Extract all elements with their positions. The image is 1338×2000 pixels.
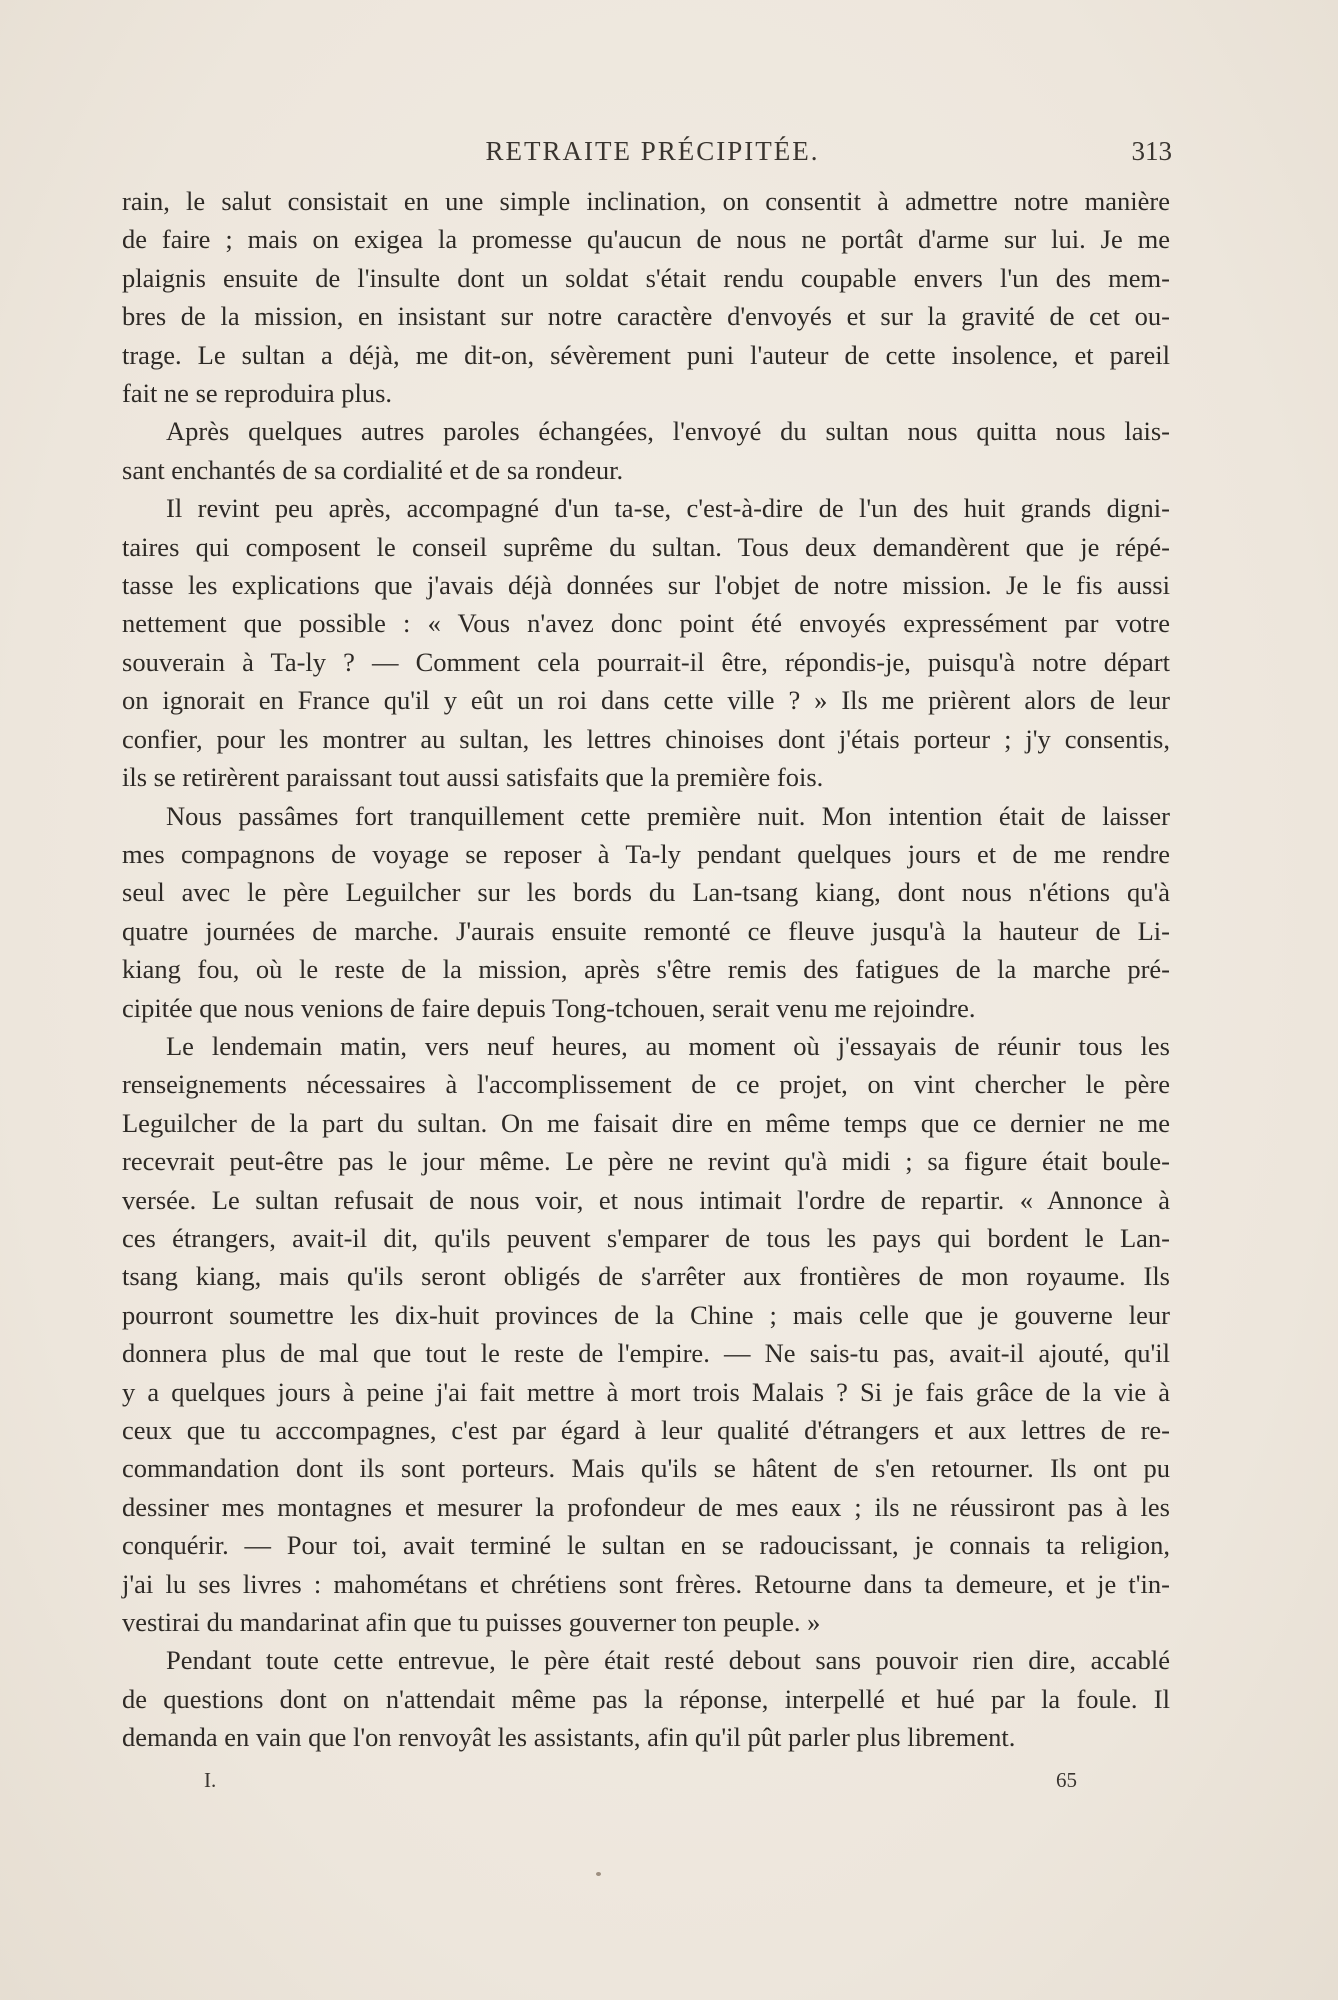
text-line: quatre journées de marche. J'aurais ensuite remonté ce fleuve jusqu'à la hauteur de Li- — [122, 915, 1170, 946]
sheet-number: 65 — [1056, 1768, 1077, 1792]
text-line: ces étrangers, avait-il dit, qu'ils peuvent s'emparer de tous les pays qui bordent le Lan- — [122, 1222, 1170, 1253]
text-line: ceux que tu acccompagnes, c'est par égard à leur qualité d'étrangers et aux lettres de re- — [122, 1415, 1170, 1445]
text-line: mes compagnons de voyage se reposer à Ta-ly pendant quelques jours et de me rendre — [122, 838, 1170, 869]
paragraph — [122, 1641, 1170, 1756]
text-line: Nous passâmes fort tranquillement cette première nuit. Mon intention était de laisser — [166, 800, 1170, 831]
page-number: 313 — [1131, 136, 1172, 166]
text-line: kiang fou, où le reste de la mission, après s'être remis des fatigues de la marche pré- — [122, 954, 1170, 985]
text-line: souverain à Ta-ly ? — Comment cela pourrait-il être, répondis-je, puisqu'à notre départ — [122, 646, 1170, 677]
text-line: on ignorait en France qu'il y eût un roi dans cette ville ? » Ils me prièrent alors de leur — [122, 685, 1170, 716]
paragraph — [122, 182, 1170, 412]
text-line: dessiner mes montagnes et mesurer la profondeur de mes eaux ; ils ne réussiront pas à les — [122, 1491, 1170, 1522]
text-line: de faire ; mais on exigea la promesse qu'aucun de nous ne portât d'arme sur lui. Je me — [122, 224, 1170, 255]
text-line: tsang kiang, mais qu'ils seront obligés de s'arrêter aux frontières de mon royaume. Ils — [122, 1261, 1170, 1292]
text-line: fait ne se reproduira plus. — [122, 378, 393, 409]
text-line: cipitée que nous venions de faire depuis Tong-tchouen, serait venu me rejoindre. — [122, 992, 976, 1023]
text-line: confier, pour les montrer au sultan, les lettres chinoises dont j'étais porteur ; j'y consentis, — [122, 723, 1170, 754]
text-line: Le lendemain matin, vers neuf heures, au moment où j'essayais de réunir tous les — [166, 1030, 1170, 1061]
body-text — [122, 182, 1170, 1757]
paper-speck — [596, 1872, 601, 1876]
text-line: rain, le salut consistait en une simple inclination, on consentit à admettre notre manière — [122, 186, 1170, 216]
text-line: j'ai lu ses livres : mahométans et chrétiens sont frères. Retourne dans ta demeure, et je t'in- — [122, 1568, 1170, 1599]
running-head — [0, 136, 1338, 176]
text-line: taires qui composent le conseil suprême du sultan. Tous deux demandèrent que je répé- — [122, 531, 1170, 562]
text-line: versée. Le sultan refusait de nous voir, et nous intimait l'ordre de repartir. « Annonce à — [122, 1184, 1170, 1215]
text-line: plaignis ensuite de l'insulte dont un soldat s'était rendu coupable envers l'un des mem- — [122, 262, 1170, 293]
text-line: renseignements nécessaires à l'accomplissement de ce projet, on vint chercher le père — [122, 1069, 1170, 1100]
text-line: commandation dont ils sont porteurs. Mais qu'ils se hâtent de s'en retourner. Ils ont pu — [122, 1453, 1170, 1484]
paragraph — [122, 412, 1170, 489]
text-line: ils se retirèrent paraissant tout aussi satisfaits que la première fois. — [122, 762, 824, 793]
text-line: nettement que possible : « Vous n'avez donc point été envoyés expressément par votre — [122, 608, 1170, 639]
text-line: recevrait peut-être pas le jour même. Le père ne revint qu'à midi ; sa figure était boule- — [122, 1146, 1170, 1177]
text-line: de questions dont on n'attendait même pas la réponse, interpellé et hué par la foule. Il — [122, 1683, 1170, 1714]
text-line: conquérir. — Pour toi, avait terminé le sultan en se radoucissant, je connais ta religion, — [122, 1530, 1170, 1561]
running-title: RETRAITE PRÉCIPITÉE. — [485, 136, 820, 166]
text-line: trage. Le sultan a déjà, me dit-on, sévèrement puni l'auteur de cette insolence, et pareil — [122, 339, 1170, 370]
text-line: vestirai du mandarinat afin que tu puisses gouverner ton peuple. » — [122, 1607, 821, 1638]
text-line: demanda en vain que l'on renvoyât les assistants, afin qu'il pût parler plus librement. — [122, 1722, 1016, 1753]
text-line: Après quelques autres paroles échangées, l'envoyé du sultan nous quitta nous lais- — [166, 416, 1170, 447]
paragraph — [122, 1027, 1170, 1642]
text-line: donnera plus de mal que tout le reste de l'empire. — Ne sais-tu pas, avait-il ajouté, qu'il — [122, 1338, 1170, 1369]
text-line: seul avec le père Leguilcher sur les bords du Lan-tsang kiang, dont nous n'étions qu'à — [122, 877, 1170, 908]
text-line: pourront soumettre les dix-huit provinces de la Chine ; mais celle que je gouverne leur — [122, 1299, 1170, 1330]
signature-mark: I. — [204, 1768, 217, 1792]
text-line: bres de la mission, en insistant sur notre caractère d'envoyés et sur la gravité de cet ou- — [122, 301, 1170, 332]
text-line: Pendant toute cette entrevue, le père était resté debout sans pouvoir rien dire, accablé — [166, 1645, 1170, 1676]
page-footer — [0, 1768, 1338, 1798]
text-line: Leguilcher de la part du sultan. On me faisait dire en même temps que ce dernier ne me — [122, 1107, 1170, 1138]
text-line: sant enchantés de sa cordialité et de sa rondeur. — [122, 454, 624, 485]
paragraph — [122, 489, 1170, 796]
text-line: tasse les explications que j'avais déjà données sur l'objet de notre mission. Je le fis aussi — [122, 570, 1170, 601]
text-line: y a quelques jours à peine j'ai fait mettre à mort trois Malais ? Si je fais grâce de la vie à — [122, 1376, 1170, 1407]
paragraph — [122, 797, 1170, 1027]
text-line: Il revint peu après, accompagné d'un ta-se, c'est-à-dire de l'un des huit grands digni- — [166, 493, 1170, 524]
